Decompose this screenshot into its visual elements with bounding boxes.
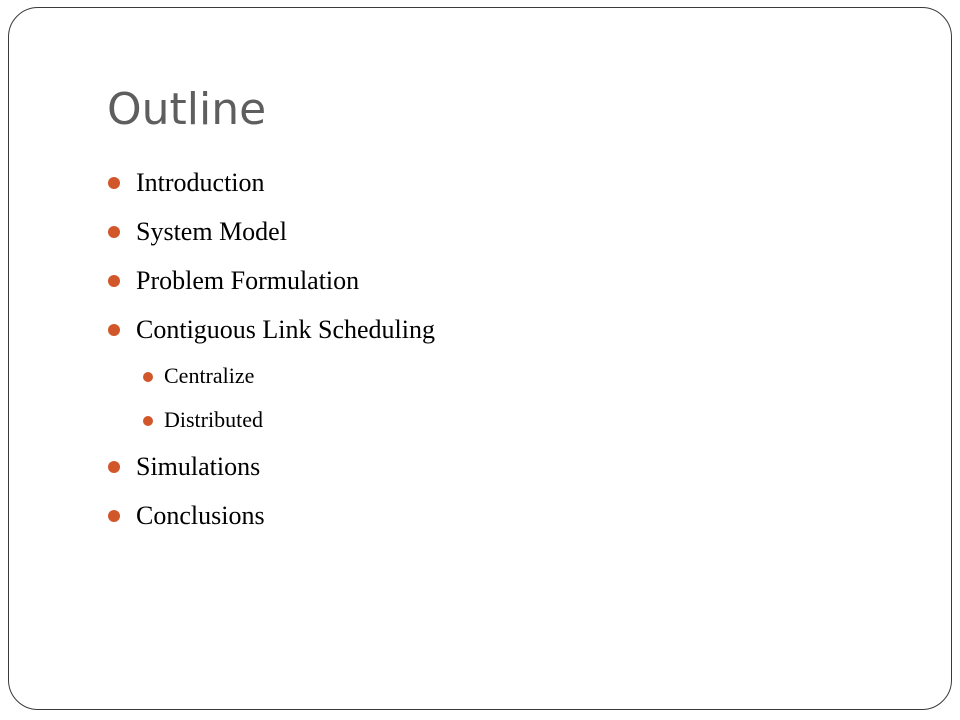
bullet-icon — [108, 275, 120, 287]
outline-item-label: Simulations — [136, 452, 261, 481]
outline-item-label: System Model — [136, 217, 287, 246]
outline-item-contiguous-link-scheduling — [107, 305, 435, 354]
outline-item-label: Contiguous Link Scheduling — [136, 315, 435, 344]
outline-sub-list — [107, 354, 435, 442]
outline-item-label: Problem Formulation — [136, 266, 360, 295]
outline-item-simulations — [107, 442, 435, 491]
outline-sub-item-label: Centralize — [164, 363, 255, 388]
outline-item-conclusions — [107, 491, 435, 540]
outline-sub-item-distributed — [107, 398, 435, 442]
outline-list — [107, 158, 435, 540]
bullet-icon — [108, 226, 120, 238]
slide-title: Outline — [107, 84, 267, 135]
outline-item-label: Introduction — [136, 168, 265, 197]
bullet-icon — [108, 510, 120, 522]
bullet-icon — [143, 416, 153, 426]
outline-sub-item-centralize — [107, 354, 435, 398]
bullet-icon — [108, 177, 120, 189]
bullet-icon — [108, 324, 120, 336]
outline-sub-item-label: Distributed — [164, 407, 263, 432]
outline-item-problem-formulation — [107, 256, 435, 305]
outline-sub-group — [107, 354, 435, 442]
bullet-icon — [143, 372, 153, 382]
outline-item-system-model — [107, 207, 435, 256]
bullet-icon — [108, 461, 120, 473]
outline-item-introduction — [107, 158, 435, 207]
outline-item-label: Conclusions — [136, 501, 265, 530]
